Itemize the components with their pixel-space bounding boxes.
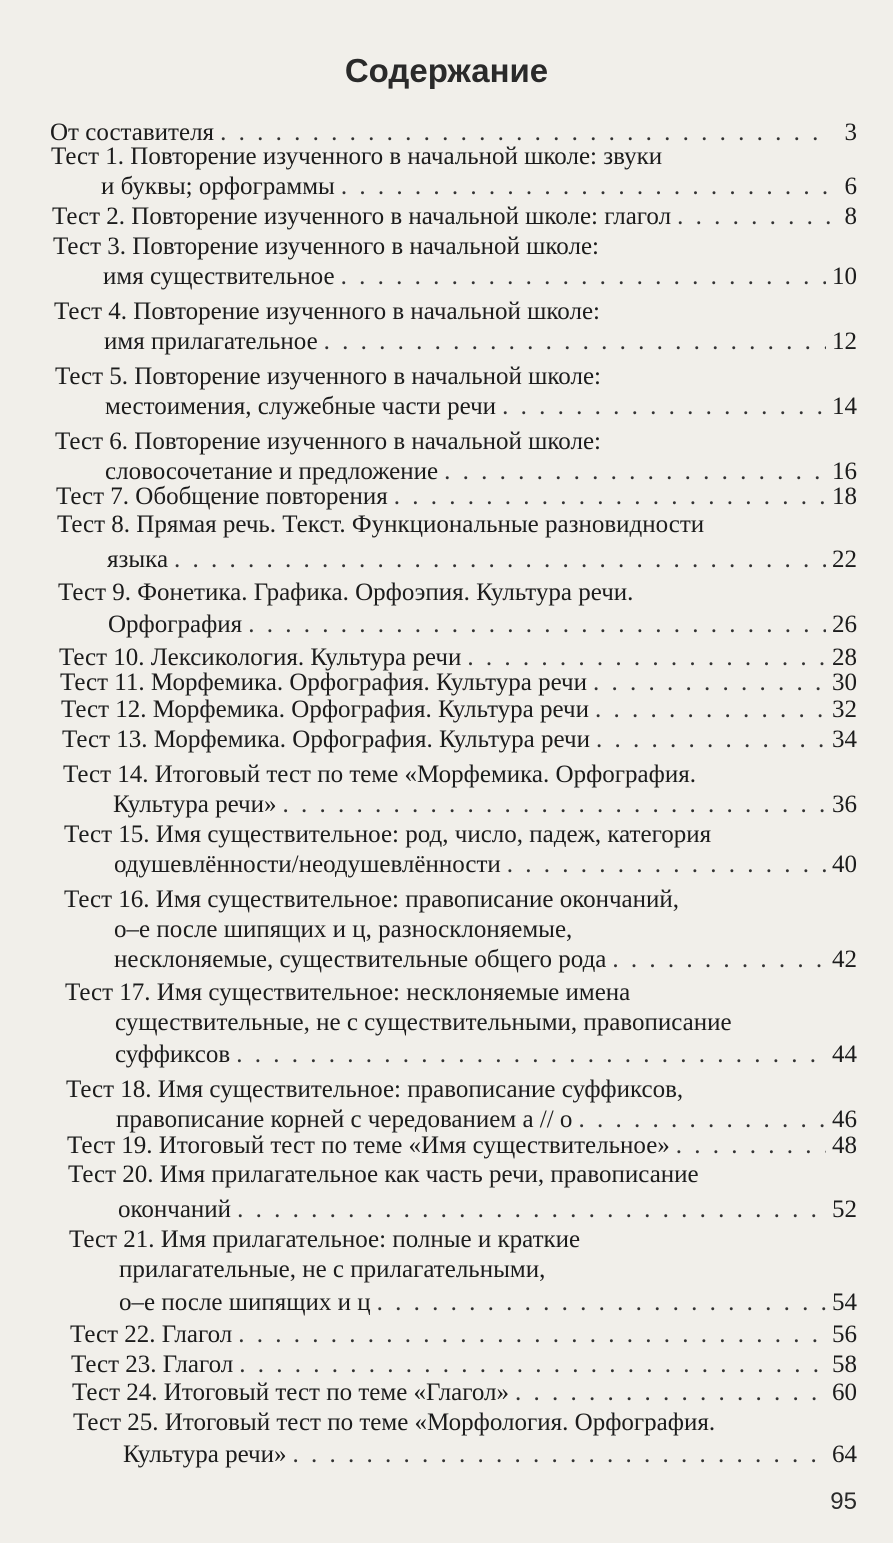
leader-dots	[596, 725, 826, 755]
toc-entry-line	[71, 1350, 857, 1380]
toc-entry-line	[56, 482, 857, 512]
toc-entry-text: и буквы; орфограммы	[101, 173, 335, 200]
toc-page-number: 58	[832, 1351, 857, 1378]
leader-dots	[377, 1288, 826, 1318]
toc-entry-line	[113, 790, 857, 820]
toc-entry-text: Тест 22. Глагол	[70, 1321, 233, 1348]
toc-page-number: 8	[844, 203, 857, 230]
toc-entry-text: одушевлённости/неодушевлённости	[114, 851, 501, 878]
leader-dots	[502, 392, 826, 422]
toc-entry-text: Тест 16. Имя существительное: правописание окончаний,	[64, 886, 680, 913]
toc-entry-line	[123, 1440, 857, 1470]
toc-entry-line	[55, 427, 833, 457]
toc-entry-text: имя существительное	[103, 263, 335, 290]
leader-dots	[676, 1131, 826, 1161]
toc-entry-line	[52, 202, 857, 232]
toc-entry-text: Тест 1. Повторение изученного в начальной школе: звуки	[51, 143, 663, 170]
toc-page-number: 14	[832, 393, 857, 420]
toc-page-number: 12	[832, 328, 857, 355]
toc-page-number: 18	[832, 483, 857, 510]
leader-dots	[341, 172, 831, 202]
toc-entry-line	[104, 327, 857, 357]
toc-entry-line	[55, 362, 833, 392]
toc-page-number: 32	[832, 696, 857, 723]
toc-entry-line	[65, 978, 833, 1008]
toc-entry-text: суффиксов	[115, 1041, 231, 1068]
toc-entry-line	[108, 610, 857, 640]
toc-entry-text: местоимения, служебные части речи	[105, 393, 497, 420]
toc-entry-text: От составителя	[50, 119, 215, 146]
toc-entry-text: Тест 15. Имя существительное: род, число, падеж, категория	[64, 821, 712, 848]
toc-page-number: 54	[832, 1289, 857, 1316]
toc-page-number: 28	[832, 644, 857, 671]
toc-entry-text: Орфография	[108, 611, 243, 638]
toc-entry-line	[119, 1288, 857, 1318]
toc-page-number: 42	[832, 946, 857, 973]
toc-entry-text: Тест 2. Повторение изученного в начальной школе: глагол	[52, 203, 672, 230]
toc-entry-line	[58, 578, 833, 608]
leader-dots	[612, 945, 826, 975]
toc-entry-line	[114, 850, 857, 880]
page-title: Содержание	[344, 52, 549, 89]
toc-page-number: 34	[832, 726, 857, 753]
toc-entry-text: Тест 12. Морфемика. Орфография. Культура речи	[61, 696, 589, 723]
toc-entry-line	[68, 1160, 833, 1190]
toc-entry-text: прилагательные, не с прилагательными,	[119, 1256, 546, 1283]
toc-entry-line	[101, 172, 857, 202]
leader-dots	[238, 1320, 826, 1350]
toc-entry-text: Тест 19. Итоговый тест по теме «Имя существительное»	[67, 1132, 670, 1159]
leader-dots	[394, 482, 826, 512]
leader-dots	[293, 1440, 827, 1470]
toc-entry-line	[105, 392, 857, 422]
toc-entry-line	[61, 695, 857, 725]
toc-page-number: 3	[844, 119, 857, 146]
leader-dots	[237, 1195, 826, 1225]
toc-page-number: 36	[832, 791, 857, 818]
toc-entry-line	[72, 1378, 857, 1408]
toc-entry-text: Тест 14. Итоговый тест по теме «Морфемика. Орфография.	[63, 761, 696, 788]
toc-page-number: 48	[832, 1132, 857, 1159]
toc-page-number: 40	[832, 851, 857, 878]
toc-page-number: 26	[832, 611, 857, 638]
toc-entry-text: Тест 4. Повторение изученного в начальной школе:	[54, 298, 600, 325]
toc-entry-text: словосочетание и предложение	[105, 458, 439, 485]
leader-dots	[341, 262, 826, 292]
toc-entry-line	[73, 1408, 833, 1438]
toc-entry-line	[51, 142, 833, 172]
toc-entry-line	[57, 510, 833, 540]
toc-entry-line	[63, 760, 833, 790]
toc-entry-text: Тест 25. Итоговый тест по теме «Морфология. Орфография.	[73, 1409, 716, 1436]
toc-entry-line	[114, 915, 833, 945]
toc-entry-text: существительные, не с существительными, правописание	[115, 1009, 732, 1036]
toc-entry-line	[115, 1008, 833, 1038]
toc-entry-text: Тест 13. Морфемика. Орфография. Культура речи	[62, 726, 590, 753]
leader-dots	[236, 1040, 826, 1070]
toc-entry-text: Тест 23. Глагол	[71, 1351, 234, 1378]
toc-page-number: 22	[832, 546, 857, 573]
toc-page-number: 10	[832, 263, 857, 290]
toc-page-number: 64	[832, 1441, 857, 1468]
toc-entry-text: Тест 3. Повторение изученного в начальной школе:	[53, 233, 599, 260]
toc-page-number: 60	[832, 1379, 857, 1406]
toc-page-number: 44	[832, 1041, 857, 1068]
toc-page-number: 52	[832, 1196, 857, 1223]
leader-dots	[593, 668, 826, 698]
leader-dots	[239, 1350, 826, 1380]
toc-entry-line	[64, 885, 833, 915]
toc-entry-line	[54, 297, 833, 327]
toc-page-number: 46	[832, 1106, 857, 1133]
toc-entry-line	[67, 1131, 857, 1161]
leader-dots	[595, 695, 826, 725]
toc-entry-text: о–е после шипящих и ц, разносклоняемые,	[114, 916, 573, 943]
toc-entry-text: Тест 6. Повторение изученного в начальной школе:	[55, 428, 601, 455]
toc-entry-line	[118, 1195, 857, 1225]
toc-entry-text: правописание корней с чередованием а // о	[116, 1106, 573, 1133]
toc-entry-line	[53, 232, 833, 262]
toc-entry-text: Тест 24. Итоговый тест по теме «Глагол»	[72, 1379, 509, 1406]
toc-entry-line	[119, 1255, 833, 1285]
toc-entry-text: имя прилагательное	[104, 328, 318, 355]
leader-dots	[515, 1378, 826, 1408]
toc-entry-line	[69, 1225, 833, 1255]
toc-entry-text: Тест 11. Морфемика. Орфография. Культура речи	[60, 669, 588, 696]
toc-entry-text: Тест 18. Имя существительное: правописание суффиксов,	[66, 1076, 684, 1103]
toc-page-number: 6	[844, 173, 857, 200]
toc-entry-text: Тест 8. Прямая речь. Текст. Функциональные разновидности	[57, 511, 705, 538]
toc-page-number: 30	[832, 669, 857, 696]
toc-entry-text: Тест 17. Имя существительное: несклоняемые имена	[65, 979, 631, 1006]
toc-entry-text: Культура речи»	[123, 1441, 287, 1468]
leader-dots	[507, 850, 826, 880]
toc-entry-text: несклоняемые, существительные общего рода	[114, 946, 607, 973]
toc-entry-line	[115, 1040, 857, 1070]
toc-entry-text: Тест 10. Лексикология. Культура речи	[59, 644, 462, 671]
toc-entry-text: Тест 7. Обобщение повторения	[56, 483, 388, 510]
toc-entry-line	[107, 545, 857, 575]
toc-entry-text: Тест 21. Имя прилагательное: полные и краткие	[69, 1226, 581, 1253]
toc-entry-text: Тест 20. Имя прилагательное как часть речи, правописание	[68, 1161, 699, 1188]
toc-page-number: 56	[832, 1321, 857, 1348]
toc-entry-line	[103, 262, 857, 292]
toc-entry-line	[60, 668, 857, 698]
toc-entry-line	[70, 1320, 857, 1350]
leader-dots	[283, 790, 827, 820]
toc-entry-text: языка	[107, 546, 169, 573]
leader-dots	[324, 327, 826, 357]
toc-page-number: 16	[832, 458, 857, 485]
leader-dots	[174, 545, 826, 575]
toc-entry-text: окончаний	[118, 1196, 232, 1223]
toc-entry-text: Культура речи»	[113, 791, 277, 818]
toc-entry-text: Тест 9. Фонетика. Графика. Орфоэпия. Культура речи.	[58, 579, 634, 606]
page-number: 95	[830, 1488, 857, 1515]
toc-entry-text: о–е после шипящих и ц	[119, 1289, 371, 1316]
toc-entry-line	[114, 945, 857, 975]
toc-entry-line	[62, 725, 857, 755]
toc-entry-line	[64, 820, 833, 850]
leader-dots	[248, 610, 826, 640]
leader-dots	[677, 202, 831, 232]
toc-entry-line	[66, 1075, 833, 1105]
toc-entry-text: Тест 5. Повторение изученного в начальной школе:	[55, 363, 601, 390]
